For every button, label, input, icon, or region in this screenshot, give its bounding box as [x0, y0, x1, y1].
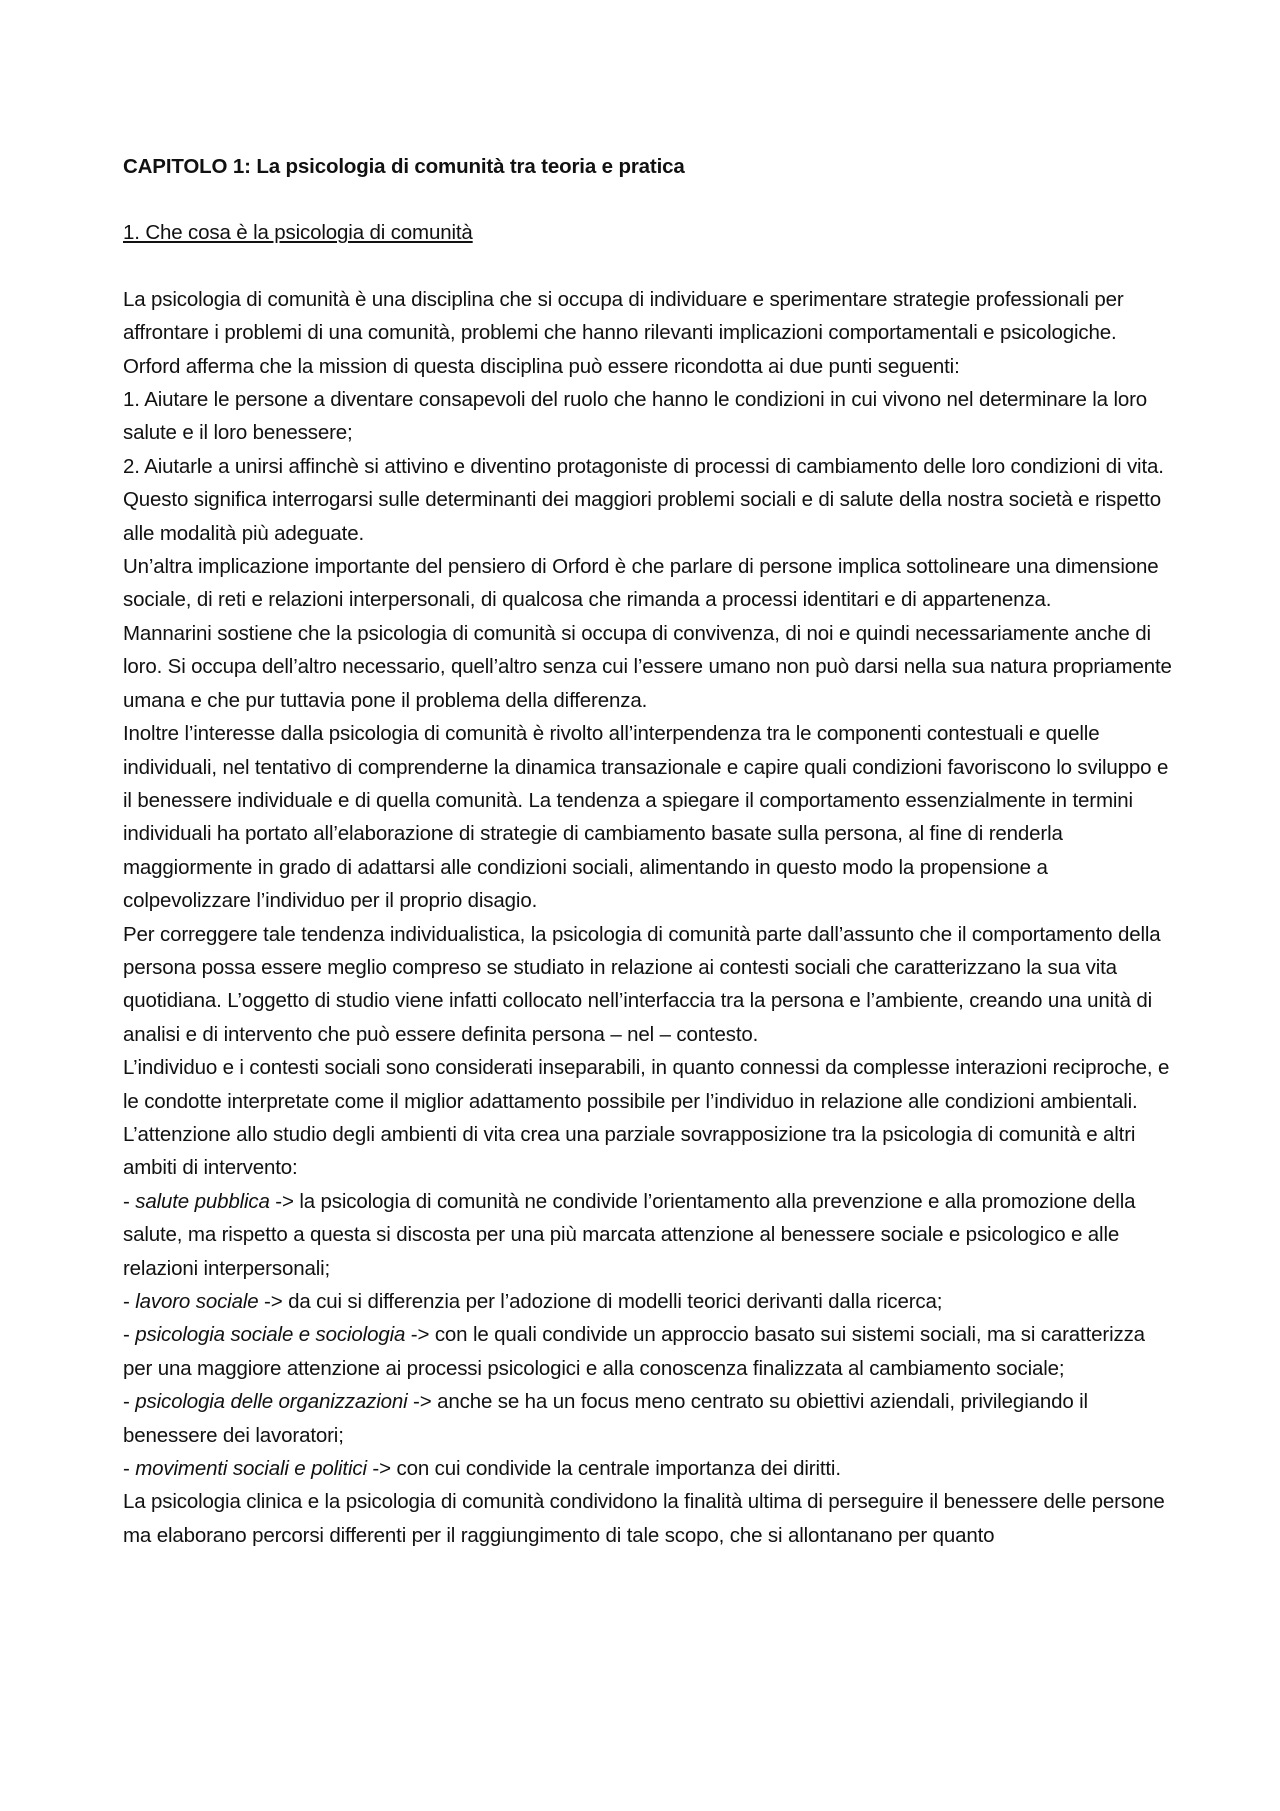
list-item-prefix: - — [123, 1457, 136, 1481]
list-item — [123, 1452, 1173, 1485]
list-item-term: psicologia delle organizzazioni — [135, 1390, 408, 1414]
list-item — [123, 1285, 1173, 1318]
closing-paragraph: La psicologia clinica e la psicologia di comunità condividono la finalità ultima di perseguire il benessere delle persone ma elaborano percorsi differenti per il raggiungimento di tale scopo, che si allontanano per quanto — [123, 1490, 1165, 1547]
paragraph: 2. Aiutarle a unirsi affinchè si attivino e diventino protagoniste di processi di cambiamento delle loro condizioni di vita. — [123, 454, 1164, 478]
list-item-text: -> con le quali condivide un approccio basato sui sistemi sociali, ma si caratterizza per una maggiore attenzione ai processi psicologici e alla conoscenza finalizzata al cambiamento sociale; — [123, 1323, 1145, 1380]
list-item — [123, 1185, 1173, 1285]
paragraph: L’individuo e i contesti sociali sono considerati inseparabili, in quanto connessi da complesse interazioni reciproche, e le condotte interpretate come il miglior adattamento possibile per l’individuo in relazione alle condizioni ambientali. — [123, 1056, 1170, 1113]
paragraph: Questo significa interrogarsi sulle determinanti dei maggiori problemi sociali e di salute della nostra società e rispetto alle modalità più adeguate. — [123, 488, 1161, 545]
paragraph: Inoltre l’interesse dalla psicologia di comunità è rivolto all’interpendenza tra le componenti contestuali e quelle individuali, nel tentativo di comprenderne la dinamica transazionale e capire quali condizioni favoriscono lo sviluppo e il benessere individuale e di quella comunità. La tendenza a spiegare il comportamento essenzialmente in termini individuali ha portato all’elaborazione di strategie di cambiamento basate sulla persona, al fine di renderla maggiormente in grado di adattarsi alle condizioni sociali, alimentando in questo modo la propensione a colpevolizzare l’individuo per il proprio disagio. — [123, 722, 1169, 913]
document-page — [123, 150, 1173, 1552]
section-heading: 1. Che cosa è la psicologia di comunità — [123, 221, 473, 245]
list-item-term: psicologia sociale e sociologia — [135, 1323, 406, 1347]
list-item — [123, 1385, 1173, 1452]
list-item-term: movimenti sociali e politici — [135, 1457, 367, 1481]
list-item-text: -> da cui si differenzia per l’adozione di modelli teorici derivanti dalla ricerca; — [258, 1290, 943, 1313]
paragraph: 1. Aiutare le persone a diventare consapevoli del ruolo che hanno le condizioni in cui vivono nel determinare la loro salute e il loro benessere; — [123, 388, 1148, 445]
paragraph: La psicologia di comunità è una disciplina che si occupa di individuare e sperimentare strategie professionali per affrontare i problemi di una comunità, problemi che hanno rilevanti implicazioni comportamentali e psicologiche. Orford afferma che la mission di questa disciplina può essere ricondotta ai due punti seguenti: — [123, 287, 1124, 378]
list-item — [123, 1318, 1173, 1385]
paragraph: Mannarini sostiene che la psicologia di comunità si occupa di convivenza, di noi e quindi necessariamente anche di loro. Si occupa dell’altro necessario, quell’altro senza cui l’essere umano non può darsi nella sua natura propriamente umana e che pur tuttavia pone il problema della differenza. — [123, 621, 1172, 712]
list-item-prefix: - — [123, 1290, 136, 1313]
paragraph: Per correggere tale tendenza individualistica, la psicologia di comunità parte dall’assunto che il comportamento della persona possa essere meglio compreso se studiato in relazione ai contesti sociali che caratterizzano la sua vita quotidiana. L’oggetto di studio viene infatti collocato nell’interfaccia tra la persona e l’ambiente, creando una unità di analisi e di intervento che può essere definita persona – nel – contesto. — [123, 922, 1161, 1046]
list-item-term: salute pubblica — [135, 1189, 270, 1213]
list-item-prefix: - — [123, 1390, 136, 1414]
list-item-term: lavoro sociale — [135, 1290, 259, 1313]
list-item-prefix: - — [123, 1189, 136, 1213]
list-item-text: -> anche se ha un focus meno centrato su obiettivi aziendali, privilegiando il benessere dei lavoratori; — [123, 1390, 1088, 1447]
paragraph: L’attenzione allo studio degli ambienti di vita crea una parziale sovrapposizione tra la psicologia di comunità e altri ambiti di intervento: — [123, 1122, 1136, 1180]
paragraph: Un’altra implicazione importante del pensiero di Orford è che parlare di persone implica sottolineare una dimensione sociale, di reti e relazioni interpersonali, di qualcosa che rimanda a processi identitari e di appartenenza. — [123, 555, 1159, 612]
list-item-text: -> la psicologia di comunità ne condivide l’orientamento alla prevenzione e alla promozione della salute, ma rispetto a questa si discosta per una più marcata attenzione al benessere sociale e psicologico e alle relazioni interpersonali; — [123, 1189, 1136, 1280]
chapter-title: CAPITOLO 1: La psicologia di comunità tra teoria e pratica — [123, 155, 685, 178]
list-item-text: -> con cui condivide la centrale importanza dei diritti. — [366, 1457, 841, 1481]
list-item-prefix: - — [123, 1323, 136, 1347]
